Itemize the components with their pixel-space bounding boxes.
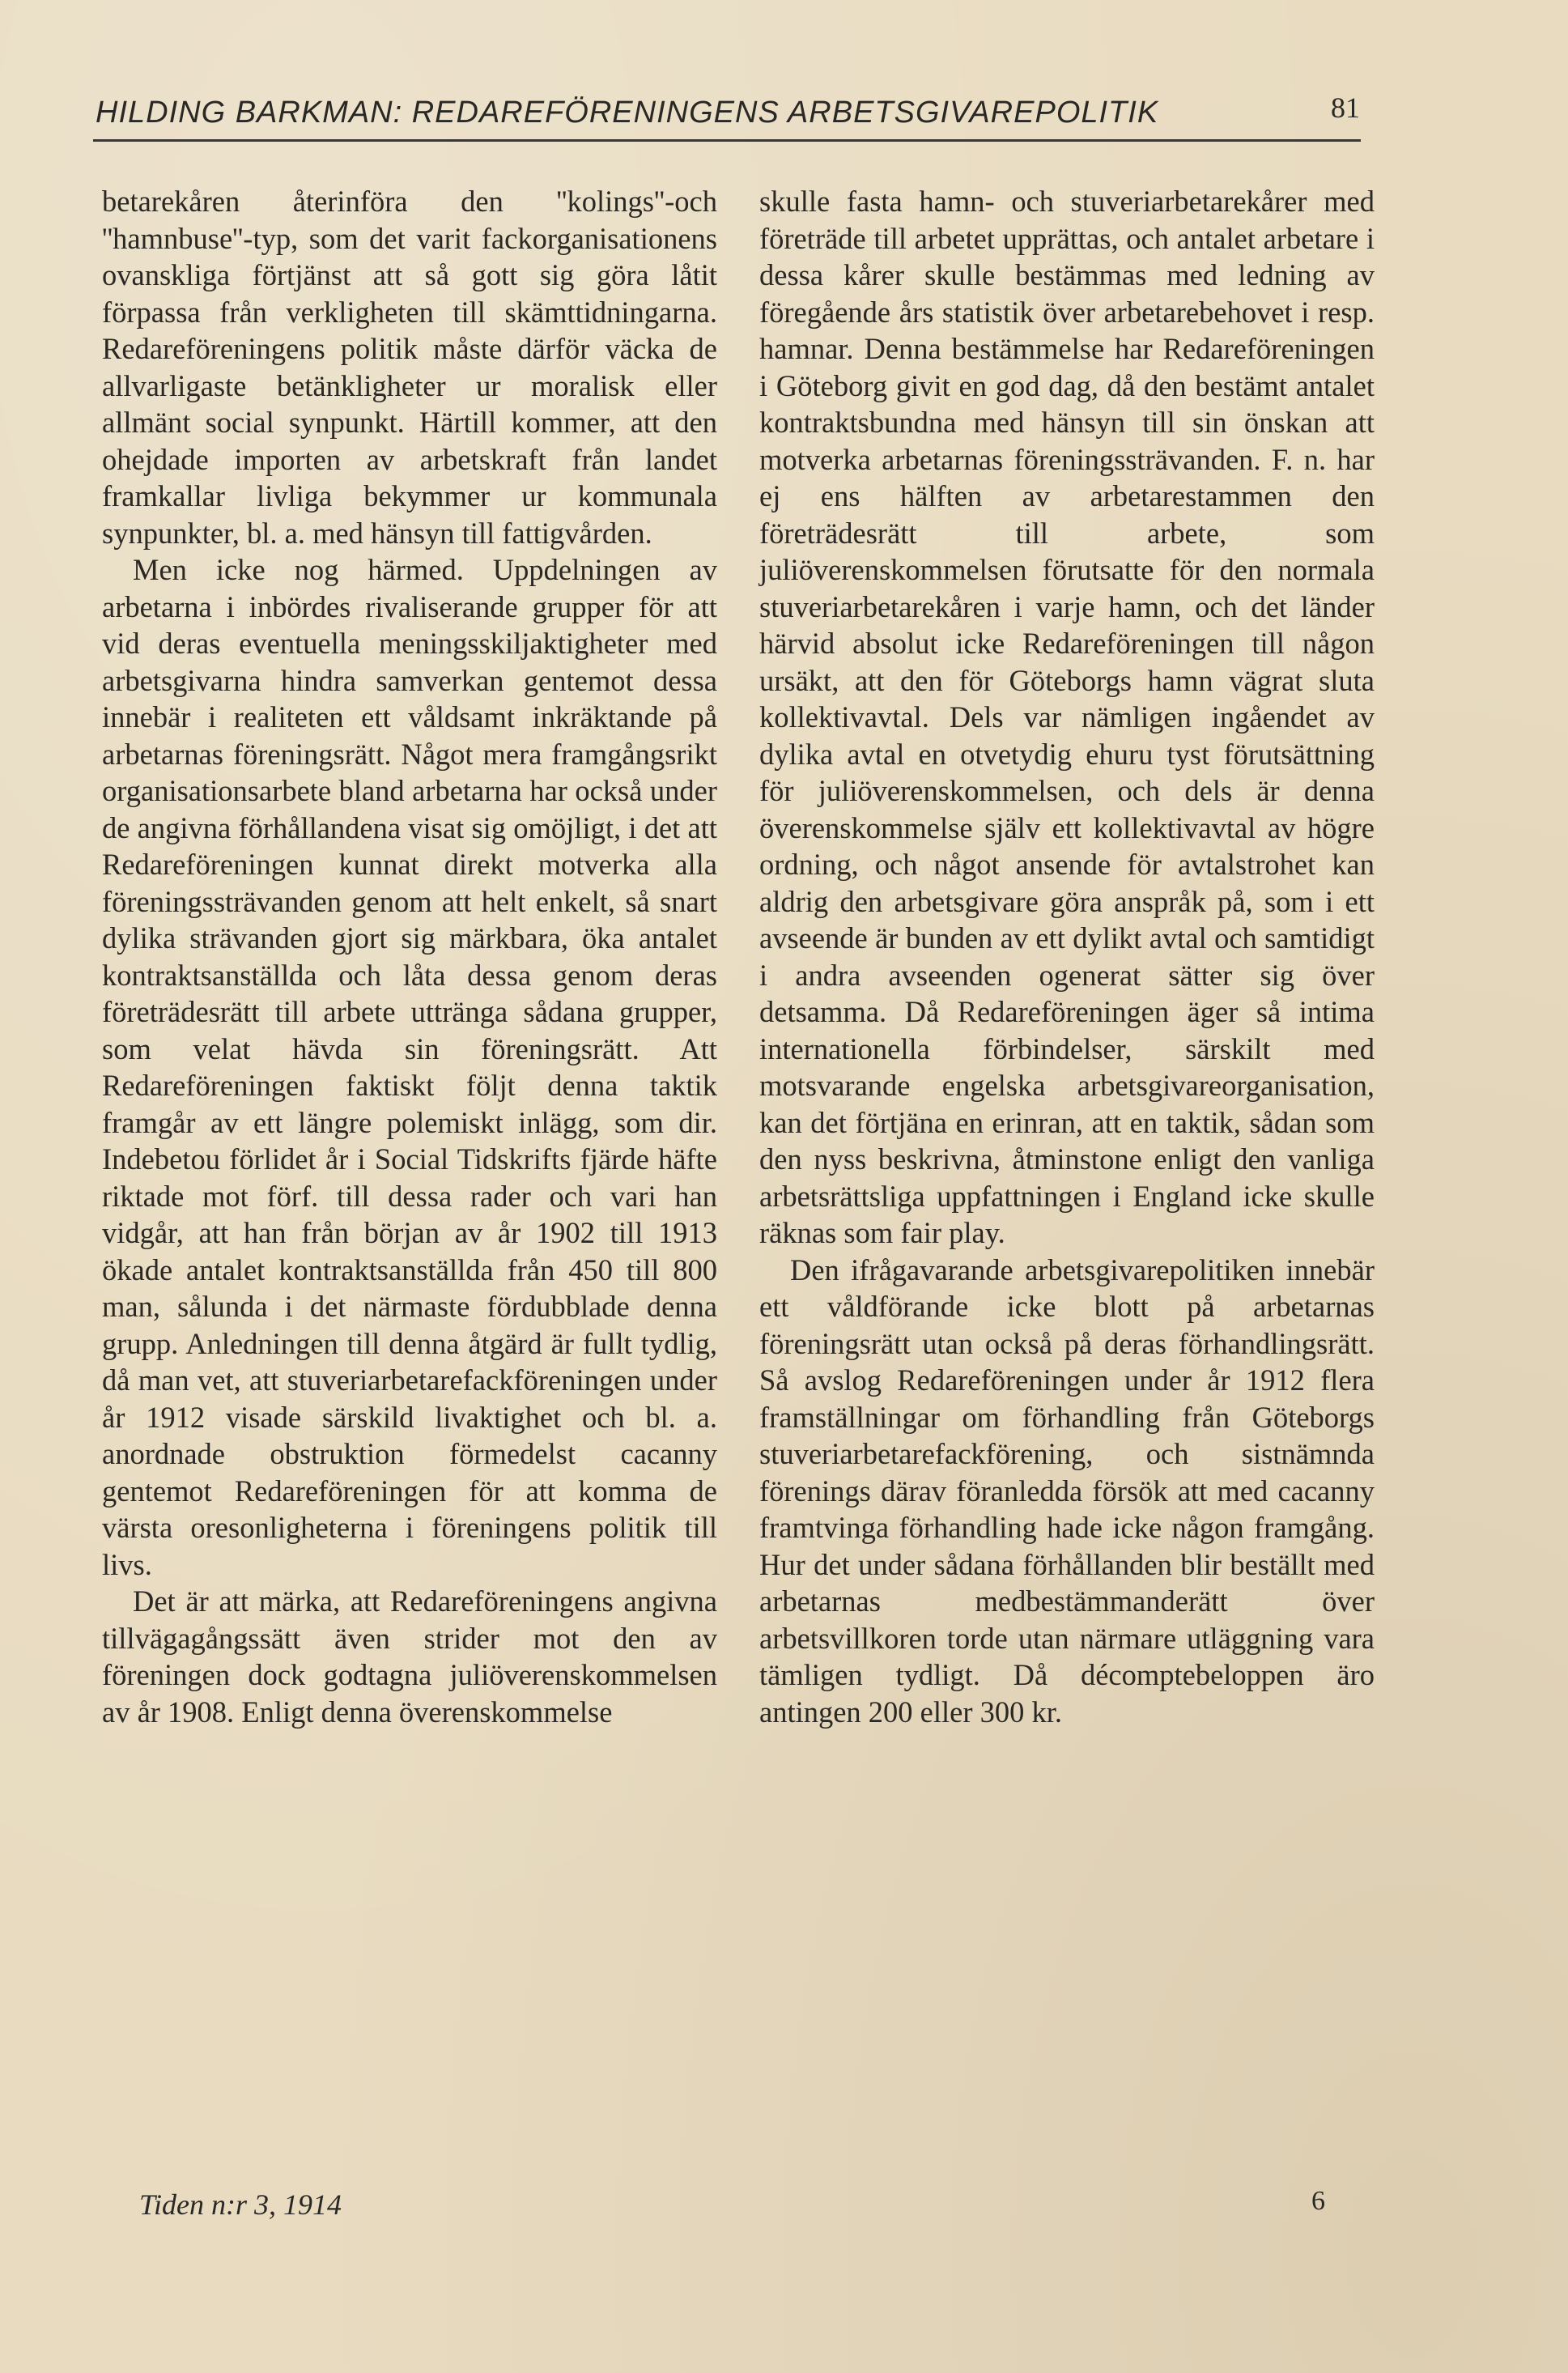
paragraph: Det är att märka, att Redareföreningens angivna tillvägagångssätt även strider mot den av föreningen dock godtagna juliöverenskommelsen av år 1908. Enligt denna överenskommelse <box>102 1584 717 1729</box>
paragraph: Den ifrågavarande arbetsgivarepolitiken innebär ett våldförande icke blott på arbetarnas föreningsrätt utan också på deras förhandlingsrätt. Så avslog Redareföreningen under år 1912 flera framställningar om förhandling från Göteborgs stuveriarbetarefackförening, och sistnämnda förenings därav föranledda försök att med cacanny framtvinga förhandling hade icke någon framgång. Hur det under sådana förhållanden blir beställt med arbetarnas medbestämmanderätt över arbetsvillkoren torde utan närmare utläggning vara tämligen tydligt. Då décomptebeloppen äro antingen 200 eller 300 kr. <box>759 1252 1375 1729</box>
paragraph: skulle fasta hamn- och stuveriarbetarekårer med företräde till arbetet upprättas, och antalet arbetare i dessa kårer skulle bestämmas med ledning av föregående års statistik över arbetarebehovet i resp. hamnar. Denna bestämmelse har Redareföreningen i Göteborg givit en god dag, då den bestämt antalet kontraktsbundna med hänsyn till sin önskan att motverka arbetarnas föreningssträvanden. F. n. har ej ens hälften av arbetarestammen den företrädesrätt till arbete, som juliöverenskommelsen förutsatte för den normala stuveriarbetarekåren i varje hamn, och det länder härvid absolut icke Redareföreningen till någon ursäkt, att den för Göteborgs hamn vägrat sluta kollektivavtal. Dels var nämligen ingåendet av dylika avtal en otvetydig ehuru tyst förutsättning för juliöverenskommelsen, och dels är denna överenskommelse själv ett kollektivavtal av högre ordning, och något ansende för avtalstrohet kan aldrig den arbetsgivare göra anspråk på, som i ett avseende är bunden av ett dylikt avtal och samtidigt i andra avseenden ogenerat sätter sig över detsamma. Då Redareföreningen äger så intima internationella förbindelser, särskilt med motsvarande engelska arbetsgivareorganisation, kan det förtjäna en erinran, att en taktik, sådan som den nyss beskrivna, åtminstone enligt den vanliga arbetsrättsliga uppfattningen i England icke skulle räknas som fair play. <box>759 185 1375 1249</box>
header-rule <box>93 139 1361 142</box>
footer-sheet-number: 6 <box>1311 2186 1325 2216</box>
running-head-title: HILDING BARKMAN: REDAREFÖRENINGENS ARBETSGIVAREPOLITIK <box>96 96 1159 130</box>
left-column <box>102 183 717 1730</box>
paragraph: betarekåren återinföra den ''kolings''-och ''hamnbuse''-typ, som det varit fackorganisationens ovanskliga förtjänst att så gott sig göra låtit förpassa från verkligheten till skämttidningarna. Redareföreningens politik måste därför väcka de allvarligaste betänkligheter ur moralisk eller allmänt social synpunkt. Härtill kommer, att den ohejdade importen av arbetskraft från landet framkallar livliga bekymmer ur kommunala synpunkter, bl. a. med hänsyn till fattigvården. <box>102 185 717 550</box>
paragraph: Men icke nog härmed. Uppdelningen av arbetarna i inbördes rivaliserande grupper för att vid deras eventuella meningsskiljaktigheter med arbetsgivarna hindra samverkan gentemot dessa innebär i realiteten ett våldsamt inkräktande på arbetarnas föreningsrätt. Något mera framgångsrikt organisationsarbete bland arbetarna har också under de angivna förhållandena visat sig omöjligt, i det att Redareföreningen kunnat direkt motverka alla föreningssträvanden genom att helt enkelt, så snart dylika strävanden gjort sig märkbara, öka antalet kontraktsanställda och låta dessa genom deras företrädesrätt till arbete uttränga sådana grupper, som velat hävda sin föreningsrätt. Att Redareföreningen faktiskt följt denna taktik framgår av ett längre polemiskt inlägg, som dir. Indebetou förlidet år i Social Tidskrifts fjärde häfte riktade mot förf. till dessa rader och vari han vidgår, att han från början av år 1902 till 1913 ökade antalet kontraktsanställda från 450 till 800 man, sålunda i det närmaste fördubblade denna grupp. Anledningen till denna åtgärd är fullt tydlig, då man vet, att stuveriarbetarefackföreningen under år 1912 visade särskild livaktighet och bl. a. anordnade obstruktion förmedelst cacanny gentemot Redareföreningen för att komma de värsta oresonligheterna i föreningens politik till livs. <box>102 553 717 1581</box>
footer-journal-citation: Tiden n:r 3, 1914 <box>139 2188 342 2221</box>
page-number: 81 <box>1331 91 1360 124</box>
right-column <box>759 183 1375 1730</box>
